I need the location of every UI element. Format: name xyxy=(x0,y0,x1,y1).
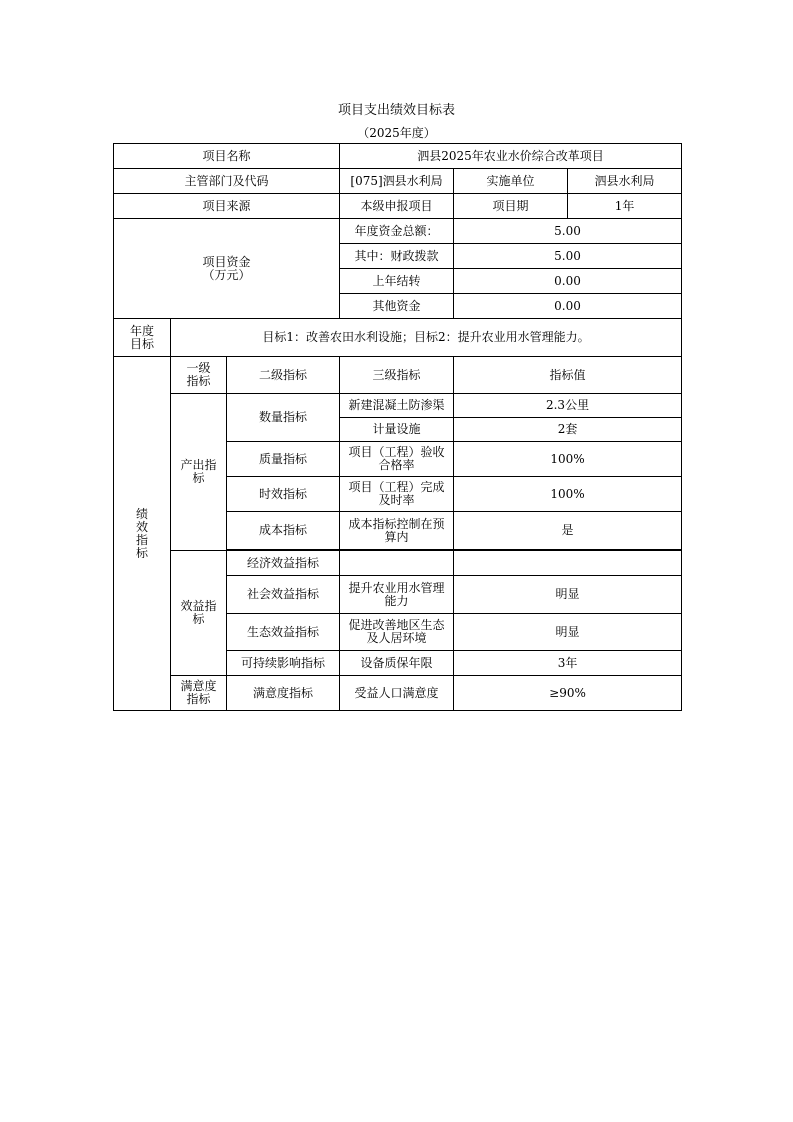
quantity-indicator-label: 数量指标 xyxy=(227,394,340,442)
table-title: 项目支出绩效目标表 xyxy=(337,103,455,118)
indicator-value: 3年 xyxy=(454,651,682,676)
project-period-value: 1年 xyxy=(568,194,682,219)
indicator-value: 100% xyxy=(454,477,682,512)
indicator-value: 明显 xyxy=(454,614,682,651)
table-row xyxy=(114,394,682,418)
indicator-value xyxy=(454,551,682,576)
table-row xyxy=(114,551,682,576)
social-benefit-label: 社会效益指标 xyxy=(227,576,340,614)
cost-indicator-label: 成本指标 xyxy=(227,512,340,550)
indicator-value: ≥90% xyxy=(454,676,682,711)
annual-goal-row xyxy=(114,319,682,357)
indicator-value: 2套 xyxy=(454,418,682,442)
indicator-value: 2.3公里 xyxy=(454,394,682,418)
header-level2: 二级指标 xyxy=(227,357,340,394)
funds-carryover-value: 0.00 xyxy=(454,269,682,294)
indicator-name: 促进改善地区生态 及人居环境 xyxy=(340,614,454,651)
funds-fiscal-label: 其中：财政拨款 xyxy=(340,244,454,269)
indicator-name: 计量设施 xyxy=(340,418,454,442)
funds-other-label: 其他资金 xyxy=(340,294,454,319)
funds-total-value: 5.00 xyxy=(454,219,682,244)
indicator-value: 100% xyxy=(454,442,682,477)
sustainable-impact-label: 可持续影响指标 xyxy=(227,651,340,676)
indicator-name: 受益人口满意度 xyxy=(340,676,454,711)
header-level1: 一级 指标 xyxy=(171,357,227,394)
indicator-name xyxy=(340,551,454,576)
indicator-name: 新建混凝土防渗渠 xyxy=(340,394,454,418)
indicator-value: 是 xyxy=(454,512,682,550)
indicator-name: 成本指标控制在预 算内 xyxy=(340,512,454,550)
project-name-value: 泗县2025年农业水价综合改革项目 xyxy=(340,144,682,169)
implementing-unit-label: 实施单位 xyxy=(454,169,568,194)
indicator-name: 项目（工程）验收 合格率 xyxy=(340,442,454,477)
project-source-row xyxy=(114,194,682,219)
indicator-name: 设备质保年限 xyxy=(340,651,454,676)
timeliness-indicator-label: 时效指标 xyxy=(227,477,340,512)
satisfaction-level2-label: 满意度指标 xyxy=(227,676,340,711)
funds-row xyxy=(114,219,682,244)
quality-indicator-label: 质量指标 xyxy=(227,442,340,477)
project-source-label: 项目来源 xyxy=(114,194,340,219)
project-name-row xyxy=(114,144,682,169)
department-row xyxy=(114,169,682,194)
annual-goal-label: 年度 目标 xyxy=(114,319,171,357)
performance-indicators-label: 绩 效 指 标 xyxy=(114,357,171,711)
funds-carryover-label: 上年结转 xyxy=(340,269,454,294)
table-subtitle-year: （2025年度） xyxy=(357,126,436,140)
ecological-benefit-label: 生态效益指标 xyxy=(227,614,340,651)
department-label: 主管部门及代码 xyxy=(114,169,340,194)
project-source-value: 本级申报项目 xyxy=(340,194,454,219)
satisfaction-indicators-label: 满意度 指标 xyxy=(171,676,227,711)
indicator-header-row xyxy=(114,357,682,394)
funds-fiscal-value: 5.00 xyxy=(454,244,682,269)
funds-total-label: 年度资金总额： xyxy=(340,219,454,244)
table-row xyxy=(114,676,682,711)
implementing-unit-value: 泗县水利局 xyxy=(568,169,682,194)
indicator-name: 提升农业用水管理 能力 xyxy=(340,576,454,614)
indicator-value: 明显 xyxy=(454,576,682,614)
department-value: [075]泗县水利局 xyxy=(340,169,454,194)
benefit-indicators-label: 效益指 标 xyxy=(171,551,227,676)
header-value: 指标值 xyxy=(454,357,682,394)
output-indicators-label: 产出指 标 xyxy=(171,394,227,551)
indicator-name: 项目（工程）完成 及时率 xyxy=(340,477,454,512)
funds-other-value: 0.00 xyxy=(454,294,682,319)
project-name-label: 项目名称 xyxy=(114,144,340,169)
annual-goal-text: 目标1：改善农田水利设施；目标2：提升农业用水管理能力。 xyxy=(171,319,682,357)
economic-benefit-label: 经济效益指标 xyxy=(227,551,340,576)
project-period-label: 项目期 xyxy=(454,194,568,219)
project-funds-label: 项目资金 （万元） xyxy=(114,219,340,319)
header-level3: 三级指标 xyxy=(340,357,454,394)
performance-target-table xyxy=(113,143,682,711)
